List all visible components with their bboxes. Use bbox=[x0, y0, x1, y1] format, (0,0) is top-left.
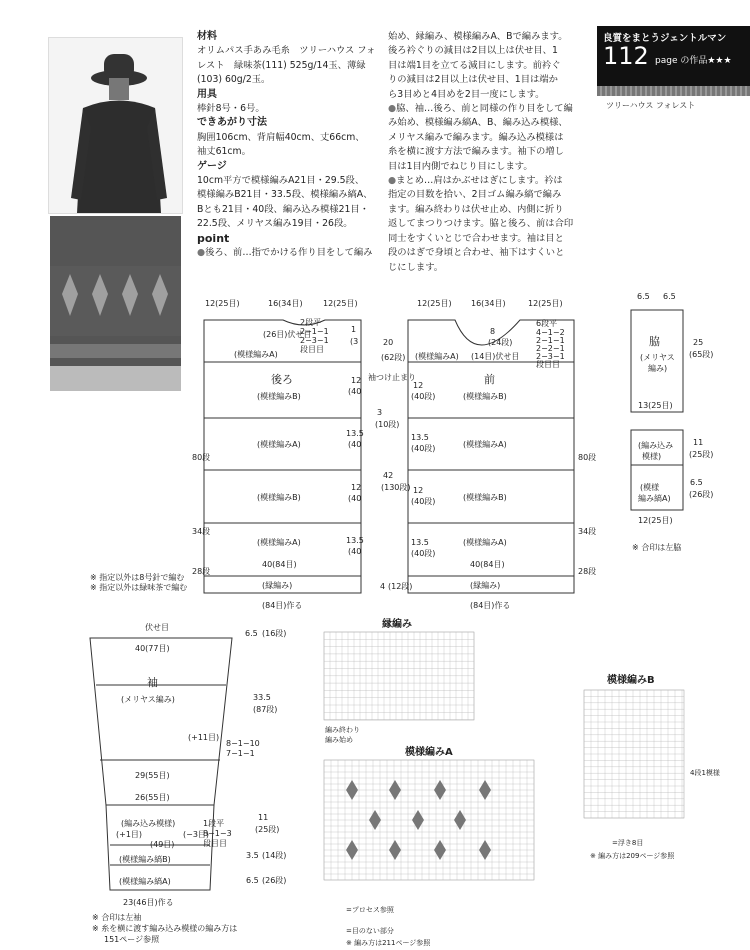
back-r1a: 1 bbox=[351, 325, 357, 334]
front-c4: 13.5 bbox=[411, 538, 429, 547]
front-m80: 80段 bbox=[578, 453, 597, 462]
back-col4b: (10段) bbox=[375, 420, 400, 429]
sleeve-labels bbox=[92, 622, 286, 944]
back-r3b: (40 bbox=[348, 440, 362, 449]
back-r5b: (40 bbox=[348, 547, 362, 556]
front-m34: 34段 bbox=[578, 527, 597, 536]
sleeve-h3b: (25段) bbox=[255, 825, 280, 834]
instruction-line: ます。編み終わりは伏せ止め、内側に折り bbox=[388, 203, 564, 215]
point-line: ●後ろ、前…指でかける作り目をして編み bbox=[197, 247, 373, 259]
materials-line: レスト 緑味茶(111) 525g/14玉、薄緑 bbox=[197, 59, 366, 71]
side-mid: 13(25目) bbox=[638, 401, 673, 410]
back-width: 40(84目) bbox=[262, 560, 297, 569]
motif-mark bbox=[479, 780, 491, 800]
side-band3b: 編み縞A) bbox=[638, 494, 671, 503]
tools-heading: 用具 bbox=[197, 88, 217, 100]
sleeve-h4: 3.5 bbox=[246, 851, 259, 860]
back-col4: 3 bbox=[377, 408, 383, 417]
back-edge: (縁編み) bbox=[262, 581, 293, 590]
back-m80: 80段 bbox=[192, 453, 211, 462]
side-h1b: (65段) bbox=[689, 350, 714, 359]
front-nh: 8 bbox=[490, 327, 496, 336]
front-pattern-b: (模様編みB) bbox=[463, 392, 507, 401]
sleeve-r2: 8−1−3 bbox=[203, 829, 232, 838]
sleeve-r1: 1段平 bbox=[203, 819, 225, 828]
brand-label: ツリーハウス フォレスト bbox=[606, 101, 696, 110]
sleeve-h2: 33.5 bbox=[253, 693, 271, 702]
side-band3: (模様 bbox=[640, 483, 660, 492]
sleeve-h5: 6.5 bbox=[246, 876, 259, 885]
edge-chart-start: 編み始め bbox=[325, 736, 353, 744]
instruction-line: 段のはぎで身頃と合わせ、袖下はすくいと bbox=[388, 247, 565, 259]
back-neck: (26目)伏せ目 bbox=[263, 330, 312, 339]
front-c2: 13.5 bbox=[411, 433, 429, 442]
instruction-line: み始め、模様編み縞A、B、編み込み模様、 bbox=[388, 117, 568, 129]
back-note2: ※ 指定以外は緑味茶で編む bbox=[90, 583, 188, 592]
back-pattern-b: (模様編みB) bbox=[257, 392, 301, 401]
back-m28: 28段 bbox=[192, 567, 211, 576]
back-neck-d2: 2−3−1 bbox=[300, 336, 329, 345]
back-top-r: 12(25目) bbox=[323, 299, 358, 308]
back-neck-r: 2段平 bbox=[300, 318, 322, 327]
instruction-line: 返してまつりつけます。脇と後ろ、前は合印 bbox=[388, 218, 574, 230]
size-line: 胸囲106cm、背肩幅40cm、丈66cm、 bbox=[197, 131, 365, 143]
sleeve-note3: 151ページ参照 bbox=[104, 935, 160, 944]
page-label: page の作品★★★ bbox=[655, 56, 732, 66]
materials-line: オリムパス手あみ毛糸 ツリーハウス フォ bbox=[197, 45, 376, 57]
front-pattern-a2: (模様編みA) bbox=[463, 440, 507, 449]
sleeve-inc2: 8−1−10 bbox=[226, 739, 260, 748]
process-legend: =プロセス参照 bbox=[346, 906, 394, 914]
back-r2b: (40 bbox=[348, 387, 362, 396]
motif-mark bbox=[454, 810, 466, 830]
instruction-line: ●まとめ…肩はかぶせはぎにします。衿は bbox=[388, 175, 563, 187]
page-number: 112 bbox=[603, 42, 649, 70]
sleeve-band: (編み込み模様) bbox=[121, 819, 176, 828]
front-neck-d1: 4−1−2 bbox=[536, 328, 565, 337]
side-h3: 6.5 bbox=[690, 478, 703, 487]
sleeve-h1b: (16段) bbox=[262, 629, 287, 638]
sleeve-h5b: (26段) bbox=[262, 876, 287, 885]
back-labels bbox=[90, 299, 416, 610]
front-cast: (84目)作る bbox=[470, 601, 511, 610]
back-cast: (84目)作る bbox=[262, 601, 303, 610]
motif-mark bbox=[389, 840, 401, 860]
back-pattern-a2: (模様編みA) bbox=[257, 440, 301, 449]
gauge-line: Bとも21目・40段、編み込み模様21目・ bbox=[197, 203, 370, 215]
bullet-icon: ● bbox=[388, 175, 397, 187]
back-r5a: 13.5 bbox=[346, 536, 364, 545]
instruction-line: 同士をすくいとじで合わせます。袖は目と bbox=[388, 232, 564, 244]
front-title: 前 bbox=[484, 373, 495, 386]
side-h2: 11 bbox=[693, 438, 704, 447]
back-outline bbox=[90, 310, 683, 890]
side-h2b: (25段) bbox=[689, 450, 714, 459]
sleeve-band-inc: (+1目) bbox=[116, 830, 143, 839]
gauge-line: 模様編みB21目・33.5段、模様編み縞A、 bbox=[197, 189, 373, 201]
sleeve-note1: ※ 合印は左袖 bbox=[92, 913, 142, 922]
back-col1: 20 bbox=[383, 338, 394, 347]
front-edge: (縁編み) bbox=[470, 581, 501, 590]
sleeve-w1: 40(77目) bbox=[135, 644, 170, 653]
front-pattern-a: (模様編みA) bbox=[415, 352, 459, 361]
front-labels bbox=[411, 299, 596, 610]
front-neck-d3: 2−2−1 bbox=[536, 344, 565, 353]
sleeve-band-c: (49目) bbox=[150, 840, 175, 849]
side-labels bbox=[632, 292, 713, 552]
ref211: ※ 編み方は211ページ参照 bbox=[346, 939, 431, 947]
front-top-l: 12(25目) bbox=[417, 299, 452, 308]
front-c3b: (40段) bbox=[411, 497, 436, 506]
b-rep: 4段1模様 bbox=[690, 769, 720, 777]
sleeve-sb: (模様編み縞B) bbox=[119, 855, 171, 864]
instruction-line: 後ろ衿ぐりの減目は2目以上は伏せ目、1 bbox=[388, 45, 558, 57]
front-c2b: (40段) bbox=[411, 444, 436, 453]
instruction-line: 指定の目数を拾い、2目ゴム編み縞で編み bbox=[388, 189, 562, 201]
yo-legend: =浮き8目 bbox=[612, 839, 644, 847]
front-c1: 12 bbox=[413, 381, 424, 390]
size-heading: できあがり寸法 bbox=[197, 117, 267, 129]
back-pattern-a3: (模様編みA) bbox=[257, 538, 301, 547]
back-stop: 袖つけ止まり bbox=[368, 373, 416, 382]
side-note: ※ 合印は左脇 bbox=[632, 543, 682, 552]
side-band1: (編み込み bbox=[638, 441, 674, 450]
sleeve-note2: ※ 糸を横に渡す編み込み模様の編み方は bbox=[92, 924, 238, 933]
front-neck: (14目)伏せ目 bbox=[471, 352, 520, 361]
side-title: 脇 bbox=[649, 335, 660, 348]
motif-mark bbox=[479, 840, 491, 860]
instruction-line: ●脇、袖…後ろ、前と同様の作り目をして編 bbox=[388, 103, 573, 115]
front-neck-d4: 2−3−1 bbox=[536, 352, 565, 361]
pattern-a-title: 模様編みA bbox=[405, 747, 453, 758]
edge-chart-title: 縁編み bbox=[382, 619, 412, 630]
sleeve-title: 袖 bbox=[147, 676, 158, 689]
side-top: 6.5 bbox=[637, 292, 650, 301]
back-col2: 42 bbox=[383, 471, 394, 480]
front-neck-d2: 2−1−1 bbox=[536, 336, 565, 345]
materials-line: (103) 60g/2玉。 bbox=[197, 74, 271, 86]
back-r4b: (40 bbox=[348, 494, 362, 503]
instruction-line: 目は1目内側でねじり目にします。 bbox=[388, 160, 533, 172]
side-sub2: 編み) bbox=[648, 364, 668, 373]
sleeve-inc3: 7−1−1 bbox=[226, 749, 255, 758]
motif-mark bbox=[369, 810, 381, 830]
side-h3b: (26段) bbox=[689, 490, 714, 499]
back-note1: ※ 指定以外は8号針で編む bbox=[90, 573, 185, 582]
instruction-line: メリヤス編みで編みます。編み込み模様は bbox=[388, 131, 564, 143]
gauge-line: 22.5段、メリヤス編み19目・26段。 bbox=[197, 218, 353, 230]
bullet-icon: ● bbox=[388, 103, 397, 115]
tools-text: 棒針8号・6号。 bbox=[197, 103, 265, 115]
back-r2a: 12 bbox=[351, 376, 362, 385]
back-r4a: 12 bbox=[351, 483, 362, 492]
none-legend: =目のない部分 bbox=[346, 927, 394, 935]
bullet-icon: ● bbox=[197, 247, 206, 259]
point-heading: point bbox=[197, 231, 230, 245]
motif-mark bbox=[389, 780, 401, 800]
back-top-l: 12(25目) bbox=[205, 299, 240, 308]
back-r3a: 13.5 bbox=[346, 429, 364, 438]
back-neck-d3: 段目目 bbox=[300, 345, 324, 354]
front-c1b: (40段) bbox=[411, 392, 436, 401]
instruction-line: 糸を横に渡す方法で編みます。袖下の増し bbox=[388, 146, 564, 158]
side-h1: 25 bbox=[693, 338, 704, 347]
ref209: ※ 編み方は209ページ参照 bbox=[590, 852, 675, 860]
size-line: 袖丈61cm。 bbox=[197, 146, 251, 158]
front-width: 40(84目) bbox=[470, 560, 505, 569]
motif-mark bbox=[412, 810, 424, 830]
instruction-line: じにします。 bbox=[388, 261, 444, 273]
front-c4b: (40段) bbox=[411, 549, 436, 558]
back-col1b: (62段) bbox=[381, 353, 406, 362]
sleeve-w3: 26(55目) bbox=[135, 793, 170, 802]
sleeve-inc: (+11目) bbox=[188, 733, 220, 742]
materials-heading: 材料 bbox=[197, 31, 217, 42]
side-w: 12(25目) bbox=[638, 516, 673, 525]
edge-chart-end: 編み終わり bbox=[325, 726, 360, 734]
sleeve-sa: (模様編み縞A) bbox=[119, 877, 171, 886]
gauge-heading: ゲージ bbox=[197, 160, 227, 172]
back-col3b: (12段) bbox=[388, 582, 413, 591]
series-title: 良質をまとうジェントルマン bbox=[603, 33, 727, 44]
gauge-line: 10cm平方で模様編みA21目・29.5段、 bbox=[197, 175, 365, 187]
side-band1b: 模様) bbox=[642, 452, 662, 461]
back-col3: 4 bbox=[380, 582, 386, 591]
back-title: 後ろ bbox=[271, 373, 293, 386]
sleeve-w4: 23(46目)作る bbox=[123, 898, 174, 907]
instruction-line: りの減目は2目以上は伏せ目、1目は端か bbox=[388, 74, 558, 86]
front-m28: 28段 bbox=[578, 567, 597, 576]
back-pattern-b2: (模様編みB) bbox=[257, 493, 301, 502]
back-pattern-a: (模様編みA) bbox=[234, 350, 278, 359]
back-m34: 34段 bbox=[192, 527, 211, 536]
motif-mark bbox=[346, 840, 358, 860]
back-r1b: (3 bbox=[350, 337, 359, 346]
back-neck-d1: 2−1−1 bbox=[300, 327, 329, 336]
front-top-r: 12(25目) bbox=[528, 299, 563, 308]
sleeve-sub: (メリヤス編み) bbox=[121, 695, 175, 704]
sleeve-h2b: (87段) bbox=[253, 705, 278, 714]
front-pattern-b2: (模様編みB) bbox=[463, 493, 507, 502]
back-col2b: (130段) bbox=[381, 483, 411, 492]
side-sub: (メリヤス bbox=[640, 353, 675, 362]
pattern-b-title: 模様編みB bbox=[607, 675, 655, 686]
sleeve-r3: 段目目 bbox=[203, 839, 227, 848]
sleeve-band-dec: (−3目) bbox=[183, 830, 210, 839]
instruction-line: 目は端1目を立てる減目にします。前衿ぐ bbox=[388, 59, 561, 71]
sleeve-h4b: (14段) bbox=[262, 851, 287, 860]
sleeve-h1: 6.5 bbox=[245, 629, 258, 638]
front-c3: 12 bbox=[413, 486, 424, 495]
front-top-c: 16(34目) bbox=[471, 299, 506, 308]
side-top2: 6.5 bbox=[663, 292, 676, 301]
motif-mark bbox=[346, 780, 358, 800]
back-top-c: 16(34目) bbox=[268, 299, 303, 308]
front-nh2: (24段) bbox=[488, 338, 513, 347]
sleeve-h3: 11 bbox=[258, 813, 269, 822]
front-neck-r: 6段平 bbox=[536, 319, 558, 328]
front-neck-d5: 段目目 bbox=[536, 360, 560, 369]
instruction-line: 始め、縁編み、模様編みA、Bで編みます。 bbox=[388, 31, 568, 42]
sleeve-w2: 29(55目) bbox=[135, 771, 170, 780]
instruction-line: ら3目めと4目めを2目一度にします。 bbox=[388, 88, 545, 100]
sleeve-top: 伏せ目 bbox=[145, 623, 169, 632]
front-pattern-a3: (模様編みA) bbox=[463, 538, 507, 547]
